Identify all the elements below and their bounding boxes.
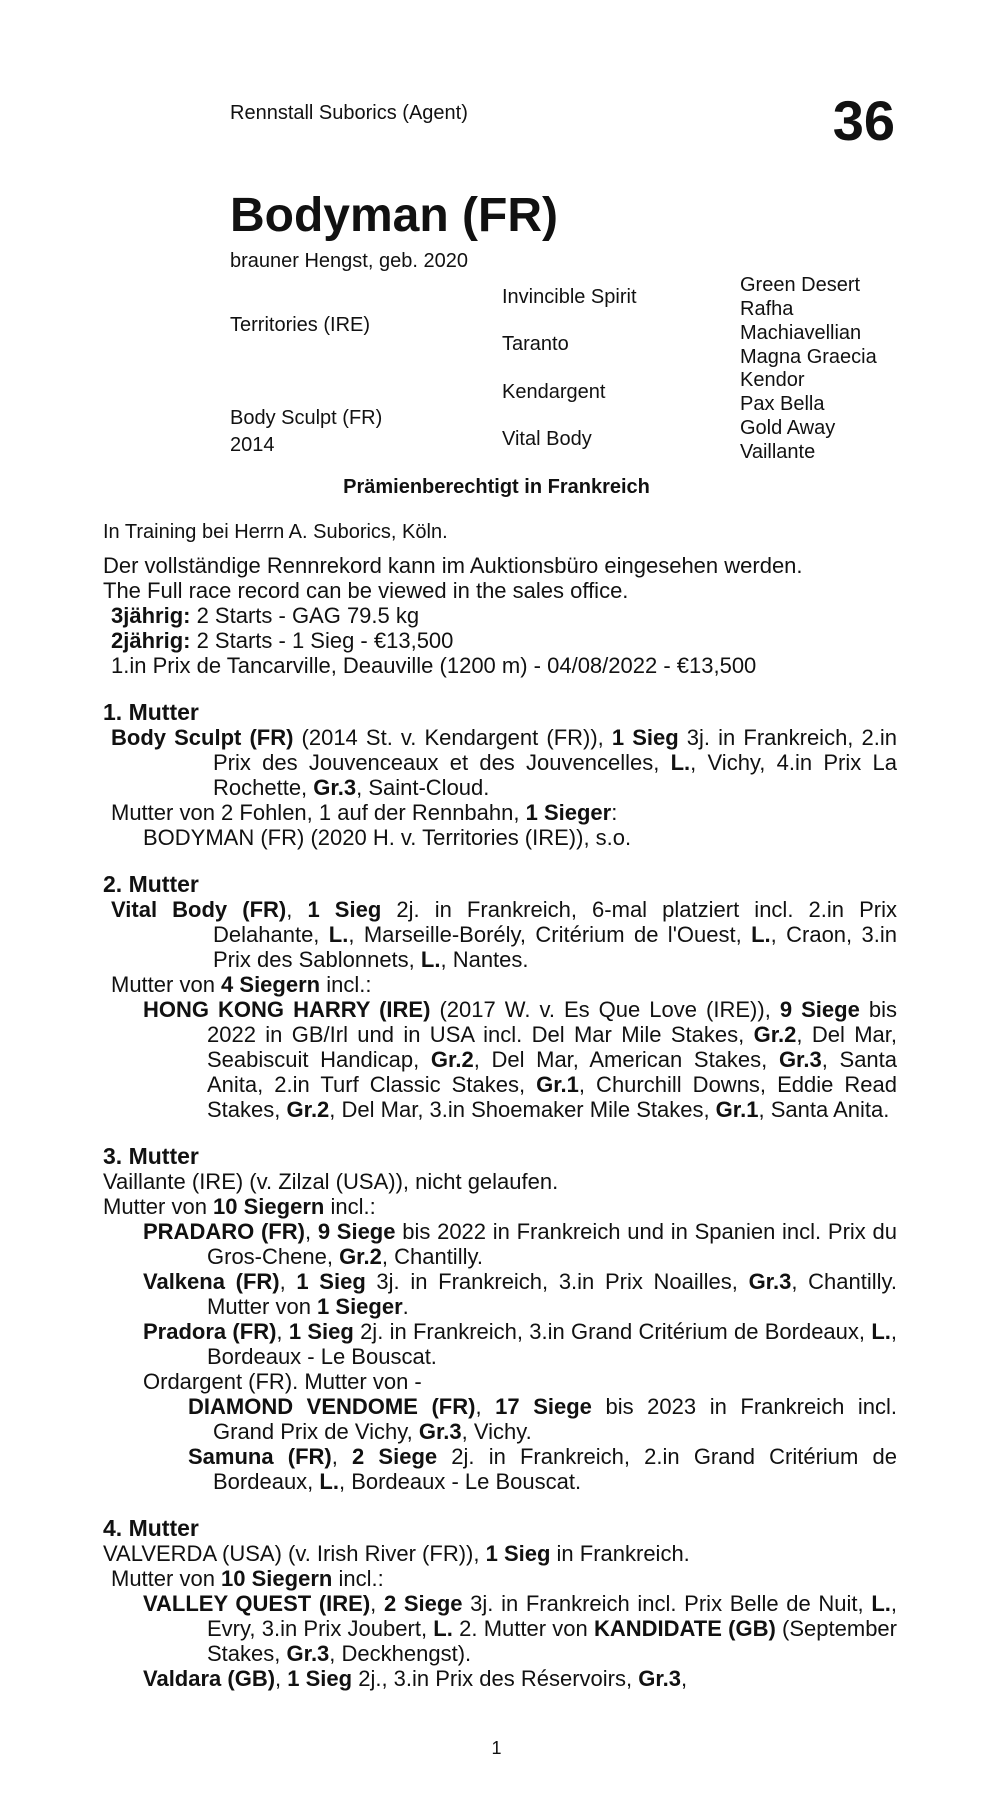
dam1-foal: BODYMAN (FR) (2020 H. v. Territories (IRE)), s.o. (143, 825, 632, 850)
pedigree-ggp: Kendor (740, 369, 805, 391)
race-record-win: 1.in Prix de Tancarville, Deauville (1200 m) - 04/08/2022 - €13,500 (111, 653, 757, 678)
pedigree-ggp: Machiavellian (740, 322, 862, 344)
pedigree-ggp: Gold Away (740, 417, 836, 439)
dam3-produce: Mutter von 10 Siegern incl.: (103, 1194, 376, 1219)
dam2-entry: Vital Body (FR), 1 Sieg 2j. in Frankreich, 6-mal platziert incl. 2.in Prix Delahante, L., Marseille-Borély, Critérium de l'Ouest, L., Craon, 3.in Prix des Sablonnets, L., Nantes. (111, 897, 897, 972)
pedigree-sire: Territories (IRE) (230, 314, 371, 336)
dam3-child: PRADARO (FR), 9 Siege bis 2022 in Frankreich und in Spanien incl. Prix du Gros-Chene, Gr.2, Chantilly. (143, 1219, 898, 1269)
training-note: In Training bei Herrn A. Suborics, Köln. (103, 521, 448, 543)
dam3-grandchild: DIAMOND VENDOME (FR), 17 Siege bis 2023 in Frankreich incl. Grand Prix de Vichy, Gr.3, Vichy. (188, 1394, 897, 1444)
dam2-produce: Mutter von 4 Siegern incl.: (111, 972, 372, 997)
page-number: 1 (491, 1738, 502, 1758)
pedigree-ggp: Green Desert (740, 274, 861, 296)
pedigree-ggp: Pax Bella (740, 393, 825, 415)
dam1-heading: 1. Mutter (103, 699, 199, 725)
dam4-child: Valdara (GB), 1 Sieg 2j., 3.in Prix des Réservoirs, Gr.3, (143, 1666, 688, 1691)
horse-name: Bodyman (FR) (230, 189, 558, 242)
agent-name: Rennstall Suborics (Agent) (230, 102, 468, 124)
dam3-child: Valkena (FR), 1 Sieg 3j. in Frankreich, 3.in Prix Noailles, Gr.3, Chantilly. Mutter von 1 Sieger. (143, 1269, 898, 1319)
record-note-en: The Full race record can be viewed in the sales office. (103, 578, 629, 603)
race-record-2yo: 2jährig: 2 Starts - 1 Sieg - €13,500 (111, 628, 454, 653)
dam4-child: VALLEY QUEST (IRE), 2 Siege 3j. in Frankreich incl. Prix Belle de Nuit, L., Evry, 3.in Prix Joubert, L. 2. Mutter von KANDIDATE (GB) (September Stakes, Gr.3, Deckhengst). (143, 1591, 897, 1666)
pedigree-dam-sire: Kendargent (502, 381, 606, 403)
pedigree-ggp: Vaillante (740, 441, 816, 463)
catalogue-body (103, 520, 897, 1691)
pedigree-dam-dam: Vital Body (502, 428, 592, 450)
dam2-heading: 2. Mutter (103, 871, 199, 897)
horse-description: brauner Hengst, geb. 2020 (230, 250, 468, 272)
pedigree-dam: Body Sculpt (FR) (230, 407, 383, 429)
dam1-produce: Mutter von 2 Fohlen, 1 auf der Rennbahn, 1 Sieger: (111, 800, 618, 825)
dam4-entry: VALVERDA (USA) (v. Irish River (FR)), 1 Sieg in Frankreich. (103, 1541, 690, 1566)
pedigree-ggp: Rafha (740, 298, 794, 320)
pedigree-sire-sire: Invincible Spirit (502, 286, 637, 308)
dam1-entry: Body Sculpt (FR) (2014 St. v. Kendargent (FR)), 1 Sieg 3j. in Frankreich, 2.in Prix des Jouvenceaux et des Jouvencelles, L., Vichy, 4.in Prix La Rochette, Gr.3, Saint-Cloud. (111, 725, 897, 800)
premium-note: Prämienberechtigt in Frankreich (343, 476, 650, 498)
dam3-child: Pradora (FR), 1 Sieg 2j. in Frankreich, 3.in Grand Critérium de Bordeaux, L., Bordeaux - Le Bouscat. (143, 1319, 897, 1369)
dam4-produce: Mutter von 10 Siegern incl.: (111, 1566, 384, 1591)
dam3-child: Ordargent (FR). Mutter von - (143, 1369, 422, 1394)
dam3-entry: Vaillante (IRE) (v. Zilzal (USA)), nicht gelaufen. (103, 1169, 559, 1194)
race-record-3yo: 3jährig: 2 Starts - GAG 79.5 kg (111, 603, 420, 628)
pedigree-dam-year: 2014 (230, 434, 275, 456)
dam3-heading: 3. Mutter (103, 1143, 199, 1169)
record-note-de: Der vollständige Rennrekord kann im Auktionsbüro eingesehen werden. (103, 553, 803, 578)
pedigree-sire-dam: Taranto (502, 333, 569, 355)
dam2-child: HONG KONG HARRY (IRE) (2017 W. v. Es Que Love (IRE)), 9 Siege bis 2022 in GB/Irl und in USA incl. Del Mar Mile Stakes, Gr.2, Del Mar, Seabiscuit Handicap, Gr.2, Del Mar, American Stakes, Gr.3, Santa Anita, 2.in Turf Classic Stakes, Gr.1, Churchill Downs, Eddie Read Stakes, Gr.2, Del Mar, 3.in Shoemaker Mile Stakes, Gr.1, Santa Anita. (143, 997, 898, 1122)
dam4-heading: 4. Mutter (103, 1515, 199, 1541)
dam3-grandchild: Samuna (FR), 2 Siege 2j. in Frankreich, 2.in Grand Critérium de Bordeaux, L., Bordeaux - Le Bouscat. (188, 1444, 897, 1494)
pedigree-ggp: Magna Graecia (740, 346, 877, 368)
lot-number: 36 (832, 89, 895, 152)
